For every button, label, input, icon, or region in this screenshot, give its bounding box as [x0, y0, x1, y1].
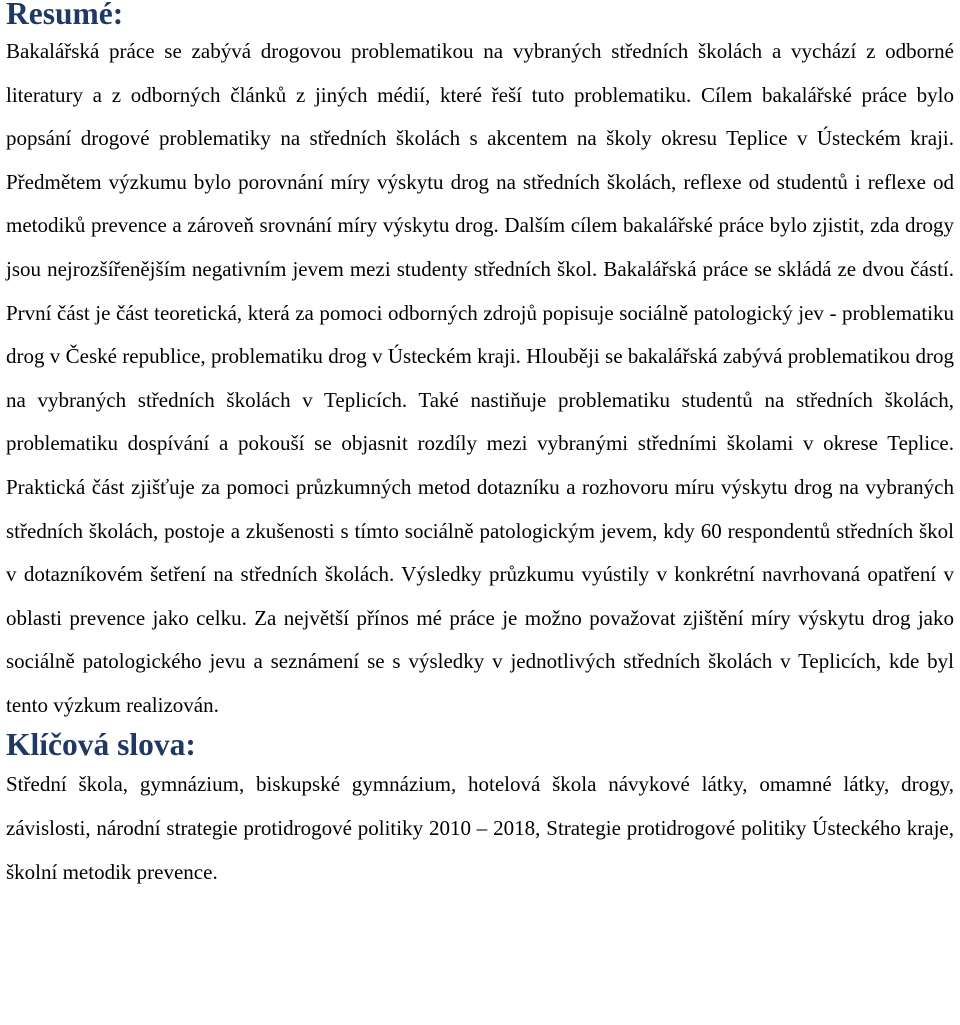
resume-heading: Resumé: [6, 0, 124, 31]
keywords-heading: Klíčová slova: [6, 726, 196, 762]
document-page [6, 0, 954, 894]
keywords-paragraph: Střední škola, gymnázium, biskupské gymnázium, hotelová škola návykové látky, omamné látky, drogy, závislosti, národní strategie protidrogové politiky 2010 – 2018, Strategie protidrogové politiky Ústeckého kraje, školní metodik prevence. [6, 771, 954, 884]
resume-paragraph: Bakalářská práce se zabývá drogovou problematikou na vybraných středních školách a vychází z odborné literatury a z odborných článků z jiných médií, které řeší tuto problematiku. Cílem bakalářské práce bylo popsání drogové problematiky na středních školách s akcentem na školy okresu Teplice v Ústeckém kraji. Předmětem výzkumu bylo porovnání míry výskytu drog na středních školách, reflexe od studentů i reflexe od metodiků prevence a zároveň srovnání míry výskytu drog. Dalším cílem bakalářské práce bylo zjistit, zda drogy jsou nejrozšířenějším negativním jevem mezi studenty středních škol. Bakalářská práce se skládá ze dvou částí. První část je část teoretická, která za pomoci odborných zdrojů popisuje sociálně patologický jev - problematiku drog v České republice, problematiku drog v Ústeckém kraji. Hlouběji se bakalářská zabývá problematikou drog na vybraných středních školách v Teplicích. Také nastiňuje problematiku studentů na středních školách, problematiku dospívání a pokouší se objasnit rozdíly mezi vybranými středními školami v okrese Teplice. Praktická část zjišťuje za pomoci průzkumných metod dotazníku a rozhovoru míru výskytu drog na vybraných středních školách, postoje a zkušenosti s tímto sociálně patologickým jevem, kdy 60 respondentů středních škol v dotazníkovém šetření na středních školách. Výsledky průzkumu vyústily v konkrétní navrhovaná opatření v oblasti prevence jako celku. Za největší přínos mé práce je možno považovat zjištění míry výskytu drog jako sociálně patologického jevu a seznámení se s výsledky v jednotlivých středních školách v Teplicích, kde byl tento výzkum realizován. [6, 39, 954, 717]
